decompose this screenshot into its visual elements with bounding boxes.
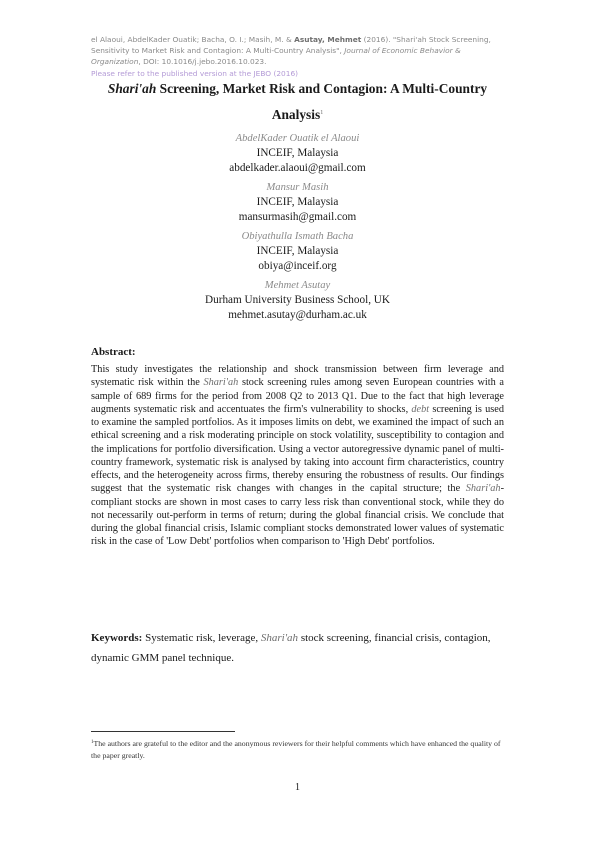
keywords-text: stock screening, financial crisis, contagion, dynamic GMM panel technique.	[91, 632, 491, 664]
keywords-label: Keywords:	[91, 632, 143, 644]
abstract-text: This study investigates the relationship and shock transmission between firm leverage and systematic risk within the	[91, 364, 504, 389]
citation-doi: , DOI: 10.1016/j.jebo.2016.10.023.	[138, 57, 267, 67]
author-list	[0, 132, 595, 328]
author-affiliation: INCEIF, Malaysia	[256, 245, 339, 257]
footnote-rule	[91, 731, 235, 732]
citation-header	[91, 34, 511, 79]
published-version-note: Please refer to the published version at the JEBO (2016)	[91, 68, 299, 78]
page-number: 1	[295, 782, 300, 793]
abstract-debt: debt	[411, 403, 430, 415]
title-line-1: Screening, Market Risk and Contagion: A Multi-Country	[156, 81, 488, 96]
author-name: Mehmet Asutay	[264, 280, 331, 291]
abstract-shariah: Shari'ah	[203, 377, 239, 389]
title-line-2: Analysis	[271, 107, 321, 122]
abstract-text: screening is used to examine the sampled portfolios. As it imposes limits on debt, we examined the impact of such an ethical screening and a risk moderating principle on stock volatility, susceptibility to contagion and the implications for portfolio diversification. Using a vector autoregressive dynamic panel of multi-country framework, systematic risk is analysed by taking into account firm characteristics, country effects, and the heterogeneity across firms, thereby ensuring the robustness of results. Our findings suggest that the systematic risk changes with changes in the capital structure; the	[91, 403, 504, 495]
abstract-heading: Abstract:	[91, 346, 136, 358]
footnote	[91, 737, 506, 761]
author-block	[0, 230, 595, 273]
author-name: AbdelKader Ouatik el Alaoui	[235, 133, 360, 144]
author-affiliation: INCEIF, Malaysia	[256, 196, 339, 208]
keywords-shariah: Shari'ah	[260, 632, 299, 644]
author-name: Obiyathulla Ismath Bacha	[241, 231, 354, 242]
title-italic: Shari'ah	[107, 81, 157, 96]
citation-journal: Journal of Economic Behavior & Organization	[91, 46, 461, 67]
citation-author-bold: Asutay, Mehmet	[294, 35, 362, 44]
paper-title	[0, 77, 595, 127]
footnote-mark: 1	[91, 740, 94, 745]
author-email: mehmet.asutay@durham.ac.uk	[228, 308, 367, 321]
author-email: mansurmasih@gmail.com	[238, 210, 357, 223]
footnote-text: The authors are grateful to the editor and the anonymous reviewers for their helpful comments which have enhanced the quality of the paper greatly.	[91, 739, 501, 760]
citation-authors: el Alaoui, AbdelKader Ouatik; Bacha, O. I.; Masih, M. &	[91, 35, 295, 44]
abstract-text: -compliant stocks are shown in most cases to carry less risk than conventional stock, while they do not necessarily out-perform in terms of return; during the global financial crisis. We conclude that during the global financial crisis, Islamic compliant stocks demonstrated lower values of systematic risk in the case of 'Low Debt' portfolios when comparison to 'High Debt' portfolios.	[91, 483, 504, 548]
author-affiliation: INCEIF, Malaysia	[256, 147, 339, 159]
author-email: abdelkader.alaoui@gmail.com	[229, 161, 366, 174]
author-name: Mansur Masih	[266, 182, 329, 193]
author-block	[0, 279, 595, 322]
author-block	[0, 132, 595, 175]
citation-title: (2016). "Shari'ah Stock Screening, Sensitivity to Market Risk and Contagion: A Multi-Country Analysis",	[91, 35, 491, 56]
author-email: obiya@inceif.org	[258, 259, 337, 272]
keywords-text: Systematic risk, leverage,	[142, 632, 261, 644]
abstract-text: stock screening rules among seven European countries with a sample of 689 firms for the period from 2008 Q2 to 2013 Q1. Due to the fact that high leverage augments systematic risk and accentuates the firm's vulnerability to shocks,	[91, 377, 504, 415]
author-block	[0, 181, 595, 224]
keywords	[91, 628, 511, 668]
abstract-shariah: Shari'ah	[465, 483, 501, 495]
title-footnote-mark: 1	[320, 110, 324, 116]
author-affiliation: Durham University Business School, UK	[205, 294, 390, 306]
abstract-body	[91, 363, 504, 549]
